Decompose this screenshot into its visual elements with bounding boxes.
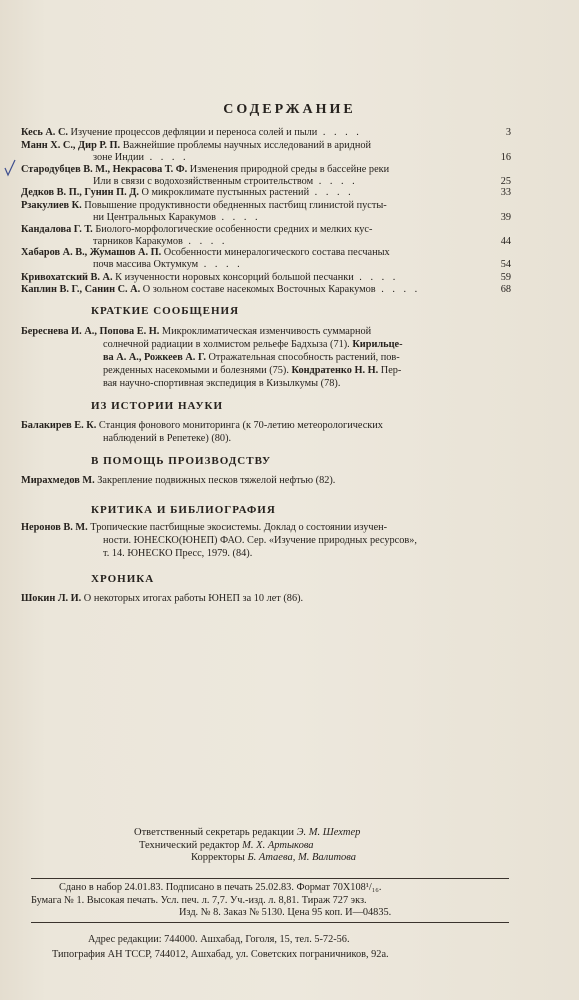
- toc-entry-continuation: ни Центральных Каракумов . . . .: [93, 211, 261, 223]
- toc-entry-first-line: Каплин В. Г., Санин С. А. О зольном составе насекомых Восточных Каракумов . . . .: [21, 284, 421, 295]
- imprint-line: Бумага № 1. Высокая печать. Усл. печ. л. 7,7. Уч.-изд. л. 8,81. Тираж 727 экз.: [31, 894, 367, 906]
- toc-page-number: 3: [505, 127, 511, 138]
- section-heading: ИЗ ИСТОРИИ НАУКИ: [91, 400, 224, 412]
- credit-line: Корректоры Б. Атаева, М. Валитова: [191, 852, 357, 863]
- toc-page-number: 39: [500, 211, 511, 223]
- toc-author: Хабаров А. В., Жумашов А. П.: [21, 247, 162, 258]
- toc-entry: [21, 127, 511, 139]
- section-line: Мирахмедов М. Закрепление подвижных песков тяжелой нефтью (82).: [21, 475, 336, 486]
- print-imprint: [31, 878, 509, 923]
- section-body: [21, 521, 491, 560]
- toc-title-text: ни Центральных Каракумов: [93, 211, 216, 223]
- toc-entry: [21, 284, 511, 296]
- toc-author: Кандалова Г. Т.: [21, 224, 93, 235]
- toc-entry-first-line: [21, 224, 511, 236]
- toc-entry: [21, 247, 511, 270]
- page-title: СОДЕРЖАНИЕ: [223, 102, 356, 117]
- toc-author: Дедков В. П., Гунин П. Д.: [21, 187, 139, 198]
- toc-title-text: зоне Индии: [93, 151, 145, 163]
- section-line: Шокин Л. И. О некоторых итогах работы ЮНЕП за 10 лет (86).: [21, 593, 304, 604]
- toc-title-text: Или в связи с водохозяйственным строительством: [93, 175, 314, 187]
- toc-entry-first-line: Кесь А. С. Изучение процессов дефляции и переноса солей и пыли . . . .: [21, 127, 362, 138]
- toc-entry: [21, 272, 511, 284]
- address-block: [0, 934, 579, 961]
- handwritten-checkmark-icon: [4, 159, 16, 177]
- toc-title-text: Изменения природной среды в бассейне реки: [189, 164, 390, 175]
- toc-entry-first-line: Дедков В. П., Гунин П. Д. О микроклимате пустынных растений . . . .: [21, 187, 354, 198]
- toc-entry-first-line: Кривохатский В. А. К изученности норовых консорций большой песчанки . . . .: [21, 272, 399, 283]
- toc-title-text: Важнейшие проблемы научных исследований в аридной: [122, 140, 372, 151]
- section-heading: КРИТИКА И БИБЛИОГРАФИЯ: [91, 504, 276, 516]
- toc-entry: [21, 200, 511, 223]
- printer-address: Типография АН ТССР, 744012, Ашхабад, ул. Советских пограничников, 92а.: [52, 949, 389, 960]
- imprint-line: Сдано в набор 24.01.83. Подписано в печать 25.02.83. Формат 70Х108¹/₁₆.: [59, 882, 382, 893]
- editorial-address: Адрес редакции: 744000. Ашхабад, Гоголя, 15, тел. 5-72-56.: [88, 934, 350, 945]
- section-body: [21, 592, 491, 605]
- toc-author: Манн Х. С., Дир Р. П.: [21, 140, 121, 151]
- section-heading: ХРОНИКА: [91, 573, 155, 585]
- toc-page-number: 68: [500, 284, 511, 295]
- toc-entry-first-line: [21, 200, 511, 212]
- toc-entry-first-line: [21, 140, 511, 152]
- section-body: [21, 419, 491, 445]
- section-line: ности. ЮНЕСКО(ЮНЕП) ФАО. Сер. «Изучение природных ресурсов»,: [103, 535, 417, 546]
- toc-entry-continuation: Или в связи с водохозяйственным строительством . . . .: [93, 175, 358, 187]
- toc-author: Кривохатский В. А.: [21, 272, 113, 283]
- credit-line: Технический редактор М. Х. Артыкова: [139, 839, 314, 851]
- toc-author: Кесь А. С.: [21, 127, 68, 138]
- section-heading: В ПОМОЩЬ ПРОИЗВОДСТВУ: [91, 455, 272, 467]
- imprint-line: Изд. № 8. Заказ № 5130. Цена 95 коп. И—04835.: [179, 907, 392, 918]
- toc-page-number: 25: [500, 175, 511, 187]
- section-line: режденных насекомыми и болезнями (75). Кондратенко Н. Н. Пер-: [103, 365, 402, 376]
- toc-entry-first-line: [21, 247, 511, 259]
- section-heading: КРАТКИЕ СООБЩЕНИЯ: [91, 305, 240, 317]
- editorial-credits: [0, 827, 579, 865]
- section-line: наблюдений в Репетеке) (80).: [103, 433, 232, 444]
- toc-entry: [21, 224, 511, 247]
- toc-entry-continuation: почв массива Октумкум . . . .: [93, 258, 243, 270]
- section-line: Неронов В. М. Тропические пастбищные экосистемы. Доклад о состоянии изучен-: [21, 522, 388, 533]
- credit-line: Ответственный секретарь редакции Э. М. Шехтер: [134, 827, 361, 838]
- toc-page-number: 59: [500, 272, 511, 283]
- toc-entry-continuation: зоне Индии . . . .: [93, 151, 189, 163]
- toc-page-number: 33: [500, 187, 511, 198]
- toc-title-text: Особенности минералогического состава песчаных: [163, 247, 390, 258]
- toc-title-text: Биолого-морфологические особенности средних и мелких кус-: [95, 224, 373, 235]
- section-body: [21, 474, 491, 487]
- toc-entry: [21, 164, 511, 187]
- toc-page-number: 16: [500, 151, 511, 163]
- toc-page-number: 54: [500, 258, 511, 270]
- toc-entry: [21, 187, 511, 199]
- toc-title-text: Повышение продуктивности обедненных пастбищ глинистой пусты-: [84, 200, 387, 211]
- toc-entry-first-line: [21, 164, 511, 176]
- toc-title-text: К изученности норовых консорций большой песчанки: [115, 272, 354, 283]
- toc-author: Рзакулиев К.: [21, 200, 82, 211]
- toc-author: Каплин В. Г., Санин С. А.: [21, 284, 141, 295]
- toc-entry: [21, 140, 511, 163]
- section-line: Балакирев Е. К. Станция фонового мониторинга (к 70-летию метеорологических: [21, 420, 383, 431]
- toc-entry-continuation: тарников Каракумов . . . .: [93, 235, 228, 247]
- toc-title-text: почв массива Октумкум: [93, 258, 199, 270]
- section-line: т. 14. ЮНЕСКО Пресс, 1979. (84).: [103, 548, 253, 559]
- section-body: [21, 325, 491, 390]
- section-line: Береснева И. А., Попова Е. Н. Микроклиматическая изменчивость суммарной: [21, 326, 372, 337]
- toc-title-text: О микроклимате пустынных растений: [141, 187, 310, 198]
- toc-author: Стародубцев В. М., Некрасова Т. Ф.: [21, 164, 188, 175]
- section-line: солнечной радиации в холмистом рельефе Бадхыза (71). Кирильце-: [103, 339, 403, 350]
- toc-title-text: О зольном составе насекомых Восточных Каракумов: [142, 284, 376, 295]
- section-line: ва А. А., Рожкеев А. Г. Отражательная способность растений, пов-: [103, 352, 400, 363]
- toc-page-number: 44: [500, 235, 511, 247]
- toc-title-text: Изучение процессов дефляции и переноса солей и пыли: [70, 127, 318, 138]
- toc-title-text: тарников Каракумов: [93, 235, 183, 247]
- section-line: вая научно-спортивная экспедиция в Кизылкумы (78).: [103, 378, 341, 389]
